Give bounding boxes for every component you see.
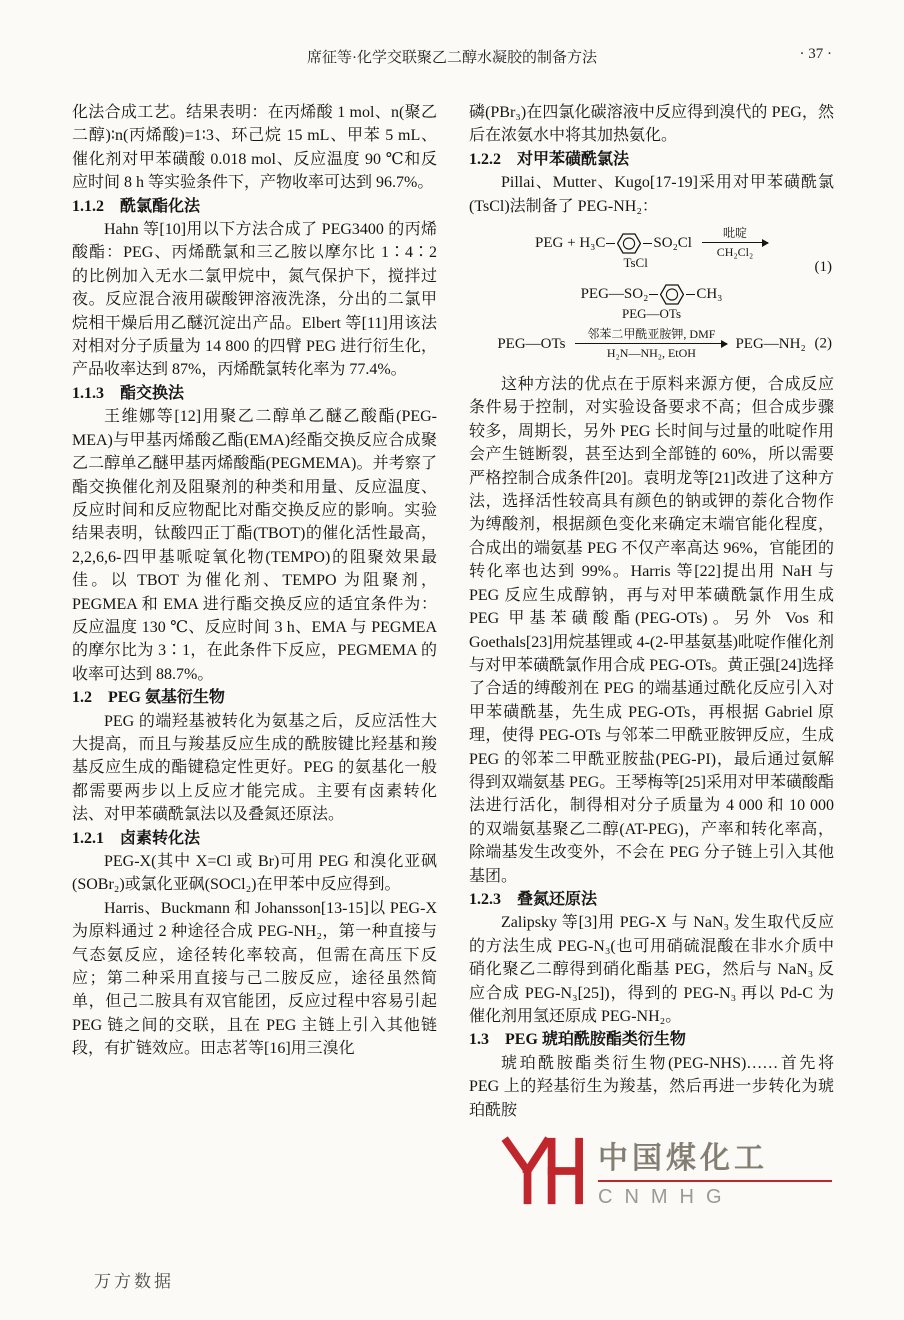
cnmhg-logo-icon — [500, 1135, 586, 1207]
reaction-arrow — [575, 327, 727, 361]
benzene-ring-icon — [617, 233, 641, 254]
paragraph: Zalipsky 等[3]用 PEG-X 与 NaN₃ 发生取代反应的方法生成 PEG-N₃(也可用硝硫混酸在非水介质中硝化聚乙二醇得到硝化酯基 PEG，然后与 NaN₃ 反应合成 PEG-N₃[25])，得到的 PEG-N₃ 再以 Pd-C 为催化剂用氢还原成 PEG-NH₂。 — [469, 914, 834, 1025]
paragraph: 王维娜等[12]用聚乙二醇单乙醚乙酸酯(PEG-MEA)与甲基丙烯酸乙酯(EMA)经酯交换反应合成聚乙二醇单乙醚甲基丙烯酸酯(PEGMEMA)。并考察了酯交换催化剂及阻聚剂的种类和用量、反应温度、反应时间和反应物配比对酯交换反应的影响。实验结果表明，钛酸四正丁酯(TBOT)的催化活性最高，2,2,6,6-四甲基哌啶氧化物(TEMPO)的阻聚效果最佳。以 TBOT 为催化剂、TEMPO 为阻聚剂，PEGMEA 和 EMA 进行酯交换反应的适宜条件为：反应温度 130 ℃、反应时间 3 h、EMA 与 PEGMEA 的摩尔比为 3∶1，在此条件下反应，PEGMEMA 的收率可达到 88.7%。 — [72, 408, 437, 683]
equation-number: (2) — [814, 335, 832, 352]
section-heading-1-3: 1.3 PEG 琥珀酰胺酯类衍生物 — [469, 1031, 686, 1049]
reagent-label: TsCl — [623, 254, 648, 270]
arrow-condition-top: 邻苯二甲酰亚胺钾, DMF — [587, 327, 716, 342]
page-header — [72, 46, 832, 67]
running-title: 席征等·化学交联聚乙二醇水凝胶的制备方法 — [307, 50, 597, 66]
watermark-subtitle: CNMHG — [598, 1186, 734, 1208]
equation-term: PEG—OTs — [497, 335, 566, 352]
equation-term: PEG—NH₂ — [735, 335, 806, 352]
watermark-title: 中国煤化工 — [598, 1133, 832, 1182]
equation-number: (1) — [814, 258, 832, 275]
paragraph: Harris、Buckmann 和 Johansson[13-15]以 PEG-X 为原料通过 2 种途径合成 PEG-NH₂，第一种直接与气态氨反应，途径转化率较高，但需在高压下反应；第二种采用直接与己二胺反应，途径虽然简单，但己二胺具有双官能团，反应过程中容易引起 PEG 链之间的交联，且在 PEG 主链上引入其他链段，有扩链效应。田志茗等[16]用三溴化 — [72, 899, 437, 1058]
section-heading-1-1-3: 1.1.3 酯交换法 — [72, 384, 185, 402]
tosyl-chloride-group — [579, 233, 692, 270]
left-column — [72, 101, 437, 1122]
equation-reactants-row — [469, 226, 834, 270]
section-heading-1-1-2: 1.1.2 酰氯酯化法 — [72, 197, 201, 215]
arrow-line — [575, 343, 727, 344]
section-heading-1-2: 1.2 PEG 氨基衍生物 — [72, 689, 225, 707]
two-column-body — [72, 101, 834, 1122]
equation-term: SO₂Cl — [653, 234, 692, 251]
watermark-text — [598, 1133, 832, 1209]
tosylate-product-group — [580, 284, 723, 322]
paragraph: 磷(PBr₃)在四氯化碳溶液中反应得到溴代的 PEG，然后在浓氨水中将其加热氨化。 — [469, 104, 834, 145]
benzene-ring-icon — [660, 284, 684, 305]
equation-product-row — [469, 284, 834, 322]
paragraph: Hahn 等[10]用以下方法合成了 PEG3400 的丙烯酸酯：PEG、丙烯酰氯和三乙胺以摩尔比 1∶4∶2 的比例加入无水二氯甲烷中，氮气保护下，搅拌过夜。反应混合液用碳酸钾溶液洗涤，分出的二氯甲烷相干燥后用乙醚沉淀出产品。Elbert 等[11]用该法对相对分子质量为 14 800 的四臂 PEG 进行衍生化，产品收率达到 87%，丙烯酰氯转化率为 77.4%。 — [72, 221, 437, 379]
paragraph: 这种方法的优点在于原料来源方便，合成反应条件易于控制，对实验设备要求不高；但合成步骤较多，周期长，另外 PEG 长时间与过量的吡啶作用会产生链断裂，甚至达到全部链的 60%，所以需要严格控制合成条件[20]。袁明龙等[21]改进了这种方法，选择活性较高具有颜色的钠或钾的萘化合物作为缚酸剂，根据颜色变化来确定末端官能化程度，合成出的端氨基 PEG 不仅产率高达 96%，官能团的转化率也达到 99%。Harris 等[22]提出用 NaH 与 PEG 反应生成醇钠，再与对甲苯磺酰氯作用生成 PEG 甲基苯磺酸酯(PEG-OTs)。另外 Vos 和 Goethals[23]用烷基锂或 4-(2-甲基氨基)吡啶作催化剂与对甲苯磺酰氯作用合成 PEG-OTs。黄正强[24]选择了合适的缚酸剂在 PEG 的端基通过酰化反应引入对甲苯磺酰基，先生成 PEG-OTs，再根据 Gabriel 原理，使得 PEG-OTs 与邻苯二甲酰亚胺钾反应，生成 PEG 的邻苯二甲酰亚胺盐(PEG-PI)，最后通过氨解得到双端氨基 PEG。王琴梅等[25]采用对甲苯磺酸酯法进行活化，制得相对分子质量为 4 000 和 10 000 的双端氨基聚乙二醇(AT-PEG)，产率和转化率高，除端基发生改变外，不会在 PEG 分子链上引入其他基团。 — [469, 376, 834, 885]
bond-line — [686, 294, 695, 295]
reaction-equation-1 — [469, 226, 834, 322]
section-heading-1-2-1: 1.2.1 卤素转化法 — [72, 829, 201, 847]
equation-term: H₃C — [579, 234, 606, 251]
arrow-condition-bottom: H₂N—NH₂, EtOH — [606, 346, 696, 361]
wanfang-data-mark: 万方数据 — [94, 1272, 174, 1291]
paragraph: 化法合成工艺。结果表明：在丙烯酸 1 mol、n(聚乙二醇)∶n(丙烯酸)=1∶3、环己烷 15 mL、甲苯 5 mL、催化剂对甲苯磺酸 0.018 mol、反应温度 90 ℃和反应时间 8 h 等实验条件下，产物收率可达到 96.7%。 — [72, 104, 437, 192]
reaction-arrow — [702, 226, 768, 260]
paragraph: 琥珀酰胺酯类衍生物(PEG-NHS)……首先将 PEG 上的羟基衍生为羧基，然后再进一步转化为琥珀酰胺 — [469, 1054, 834, 1119]
bond-line — [606, 243, 615, 244]
bond-line — [649, 294, 658, 295]
product-label: PEG—OTs — [621, 306, 682, 322]
arrow-line — [702, 242, 768, 243]
page-number: · 37 · — [799, 46, 832, 62]
paragraph: Pillai、Mutter、Kugo[17-19]采用对甲苯磺酰氯(TsCl)法制备了 PEG-NH₂： — [469, 174, 834, 215]
section-heading-1-2-2: 1.2.2 对甲苯磺酰氯法 — [469, 150, 630, 168]
paragraph: PEG-X(其中 X=Cl 或 Br)可用 PEG 和溴化亚砜(SOBr₂)或氯化亚砜(SOCl₂)在甲苯中反应得到。 — [72, 853, 437, 894]
paragraph: PEG 的端羟基被转化为氨基之后，反应活性大大提高，而且与羧基反应生成的酰胺键比羟基和羧基反应生成的酯键稳定性更好。PEG 的氨基化一般都需要两步以上反应才能完成。主要有卤素转化法、对甲苯磺酰氯法以及叠氮还原法。 — [72, 712, 437, 824]
bond-line — [643, 243, 652, 244]
reaction-equation-2 — [469, 327, 834, 361]
arrow-condition-bottom: CH₂Cl₂ — [716, 245, 754, 260]
section-heading-1-2-3: 1.2.3 叠氮还原法 — [469, 890, 598, 908]
equation-term: PEG—SO₂ — [580, 286, 649, 303]
equation-term: CH₃ — [696, 286, 723, 303]
right-column — [469, 101, 834, 1122]
equation-row — [469, 327, 834, 361]
equation-term: PEG + — [535, 234, 580, 251]
watermark — [500, 1126, 832, 1216]
arrow-condition-top: 吡啶 — [722, 226, 747, 241]
